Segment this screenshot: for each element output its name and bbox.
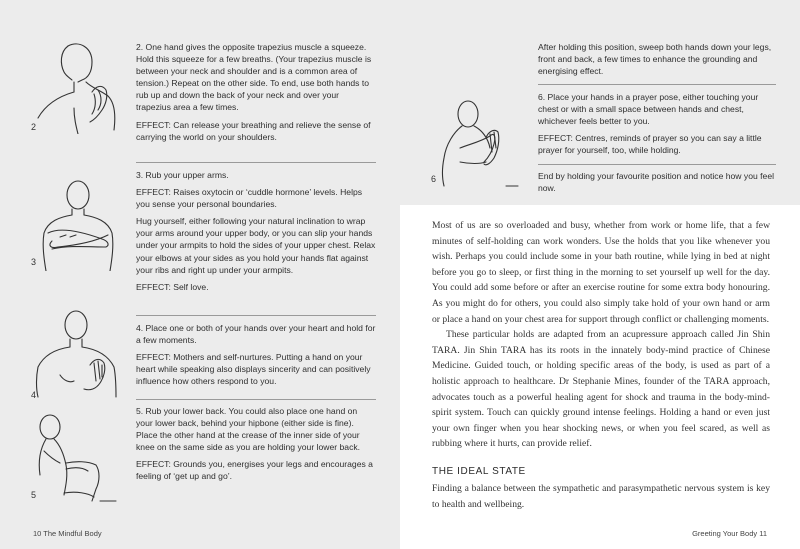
hand-on-heart-illustration: [30, 305, 125, 401]
article-paragraph-2: These particular holds are adapted from an acupressure approach called Jin Shin TARA. Jin Shin TARA has its roots in the innately body-mind practice of Chinese Medicine. Guided touch, or holding specific areas of the body, is used as part of a holistic approach to healthcare. Dr Stephanie Mines, founder of the TARA approach, advocates touch as a powerful healing agent for shock and trauma in the body-mind-spirit system. Touch can quickly ground intense feelings. Holding a hand or even just your own finger when you hear shocking news, or when you feel scared, as well as rubbing where it hurts, can provide relief.: [432, 329, 770, 450]
figure-4-number: 4: [31, 390, 37, 400]
step-3-effect: EFFECT: Raises oxytocin or ‘cuddle hormone’ levels. Helps you sense your personal boundaries.: [136, 187, 363, 210]
figure-3-number: 3: [31, 257, 37, 267]
figure-5: [30, 405, 125, 505]
figure-3: [30, 175, 125, 271]
divider: [136, 315, 376, 316]
article-body: [432, 218, 770, 452]
divider: [136, 162, 376, 163]
self-hug-illustration: [30, 175, 125, 271]
divider: [538, 164, 776, 165]
article-paragraph-3: Finding a balance between the sympathetic and parasympathetic nervous system is key to health and wellbeing.: [432, 483, 770, 510]
figure-4: [30, 305, 125, 401]
step-6-instruction: 6. Place your hands in a prayer pose, either touching your chest or with a small space between hands and chest, whichever feels better to you.: [538, 92, 759, 127]
divider: [136, 399, 376, 400]
hand-on-lower-back-illustration: [30, 405, 125, 505]
divider: [538, 84, 776, 85]
step-5-effect: EFFECT: Grounds you, energises your legs and encourages a feeling of ‘get up and go’.: [136, 459, 373, 482]
step-3-effect-2: EFFECT: Self love.: [136, 281, 209, 292]
section-heading: THE IDEAL STATE: [432, 466, 526, 477]
figure-2: [30, 38, 125, 134]
step-4-instruction: 4. Place one or both of your hands over your heart and hold for a few moments.: [136, 323, 376, 346]
step-5: [136, 405, 376, 488]
step-3-body: Hug yourself, either following your natural inclination to wrap your arms around your upper body, or you can slip your hands under your armpits to hold the sides of your upper chest. Relax your elbows at your sides as you hold your hands flat against your ribs and right up under your armpits.: [136, 216, 376, 275]
step-5-instruction: 5. Rub your lower back. You could also place one hand on your lower back, behind your hipbone (either side is fine). Place the other hand at the crease of the inner side of your knee on the same side as you are holding your lower back.: [136, 406, 361, 453]
step-4: [136, 322, 376, 392]
step-6: [538, 91, 776, 161]
continuation-text: After holding this position, sweep both hands down your legs, front and back, a few times to enhance the grounding and energising effect.: [538, 42, 772, 77]
figure-2-number: 2: [31, 122, 37, 132]
step-2: [136, 41, 376, 148]
step-3: [136, 169, 376, 298]
hand-on-shoulder-illustration: [30, 38, 125, 134]
step-2-effect: EFFECT: Can release your breathing and relieve the sense of carrying the world on your shoulders.: [136, 119, 371, 142]
step-6-effect: EFFECT: Centres, reminds of prayer so you can say a little prayer for yourself, too, while holding.: [538, 133, 762, 156]
figure-6-number: 6: [431, 174, 437, 184]
right-page: [400, 0, 800, 549]
closing-note: [538, 170, 776, 199]
step-2-instruction: 2. One hand gives the opposite trapezius muscle a squeeze. Hold this squeeze for a few breaths. (Your trapezius muscle is between your neck and shoulder and is a common area of tension.) Repeat on the other side. To end, use both hands to rub up and down the back of your neck and over your trapezius area a few times.: [136, 42, 372, 113]
step-5-continuation: [538, 41, 776, 82]
closing-text: End by holding your favourite position and notice how you feel now.: [538, 171, 775, 194]
left-folio: 10 The Mindful Body: [33, 529, 102, 538]
article-body-2: [432, 481, 770, 512]
figure-5-number: 5: [31, 490, 37, 500]
prayer-pose-illustration: [430, 92, 525, 188]
article-paragraph-1: Most of us are so overloaded and busy, whether from work or home life, that a few minutes of self-holding can work wonders. Use the holds that you like whenever you wish. Perhaps you could include some in your bath routine, while lying in bed at night before you go to sleep, or first thing in the morning to set yourself up well for the day. You could add some before or after an exercise routine for some extra body honouring. As you might do for others, you could also simply take hold of your own hand or arm or place a hand on your chest area for support through conflict or challenging moments.: [432, 220, 770, 325]
step-3-instruction: 3. Rub your upper arms.: [136, 170, 229, 180]
step-4-effect: EFFECT: Mothers and self-nurtures. Putting a hand on your heart while speaking also displays sincerity and can positively influence how others respond to you.: [136, 352, 371, 387]
figure-6: [430, 92, 525, 188]
right-folio: Greeting Your Body 11: [692, 529, 767, 538]
